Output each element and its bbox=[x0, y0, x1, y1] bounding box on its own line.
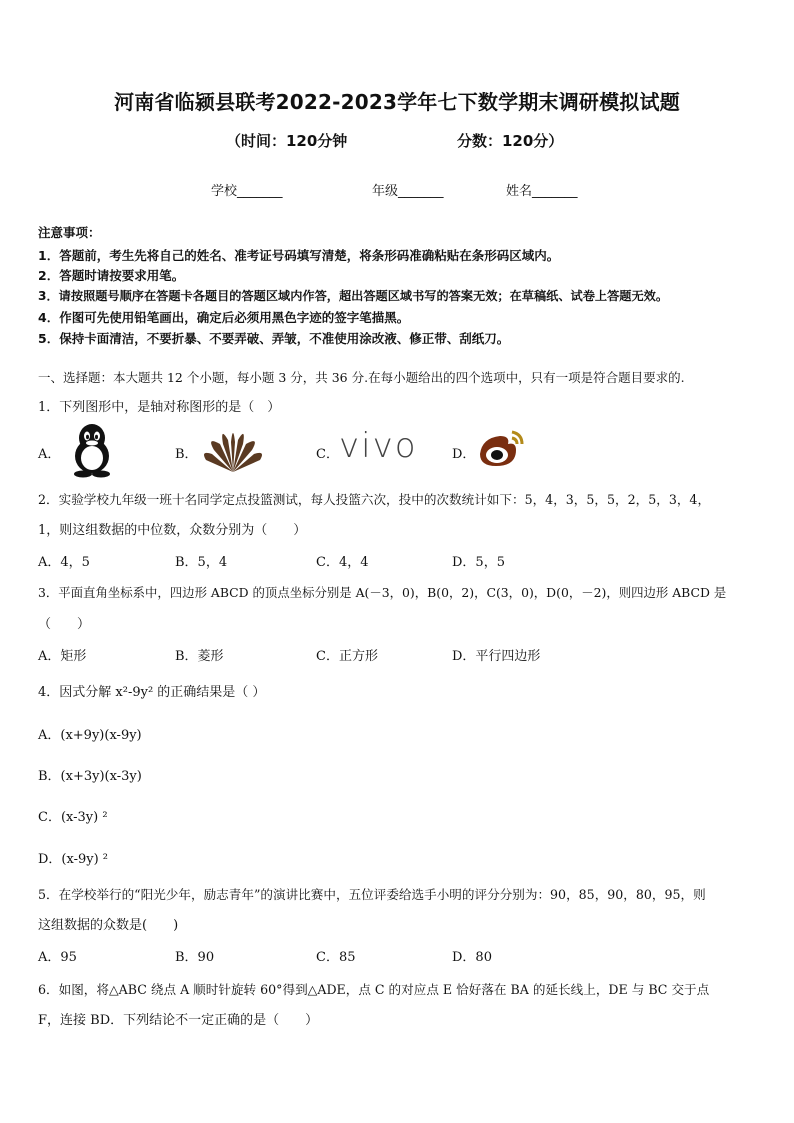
q5-option-d: D．80 bbox=[452, 950, 492, 965]
penguin-logo bbox=[64, 422, 120, 482]
petal-logo bbox=[198, 422, 268, 478]
question-6-stem: 6．如图，将△ABC 绕点 A 顺时针旋转 60°得到△ADE，点 C 的对应点 E 恰好落在 BA 的延长线上，DE 与 BC 交于点 bbox=[38, 982, 710, 997]
eye-logo bbox=[476, 428, 526, 474]
q2-option-c: C．4，4 bbox=[316, 555, 369, 570]
exam-score: 分数：120分） bbox=[457, 132, 564, 150]
q5-option-c: C．85 bbox=[316, 950, 356, 965]
question-5-stem-cont: 这组数据的众数是( ) bbox=[38, 918, 179, 933]
page-title: 河南省临颍县联考2022-2023学年七下数学期末调研模拟试题 bbox=[114, 90, 680, 114]
note-item: 3．请按照题号顺序在答题卡各题目的答题区域内作答，超出答题区域书写的答案无效；在草稿纸、试卷上答题无效。 bbox=[38, 289, 669, 303]
note-item: 4．作图可先使用铅笔画出，确定后必须用黑色字迹的签字笔描黑。 bbox=[38, 310, 410, 325]
notes-heading: 注意事项： bbox=[38, 225, 101, 240]
q4-option-c: C．(x-3y) ² bbox=[38, 810, 108, 825]
q2-option-a: A．4，5 bbox=[38, 555, 90, 570]
question-6-stem-cont: F，连接 BD．下列结论不一定正确的是（ ） bbox=[38, 1013, 319, 1028]
question-2-stem-cont: 1，则这组数据的中位数，众数分别为（ ） bbox=[38, 523, 307, 538]
q3-option-d: D．平行四边形 bbox=[452, 649, 541, 664]
school-field: 学校_______ bbox=[211, 184, 283, 199]
name-field: 姓名_______ bbox=[506, 184, 578, 199]
q3-option-c: C．正方形 bbox=[316, 649, 378, 664]
q4-option-d: D．(x-9y) ² bbox=[38, 852, 109, 867]
q3-option-a: A．矩形 bbox=[38, 649, 87, 664]
q4-option-b: B．(x+3y)(x-3y) bbox=[38, 769, 142, 784]
question-5-stem: 5．在学校举行的“阳光少年，励志青年”的演讲比赛中，五位评委给选手小明的评分分别为：90，85，90，80，95，则 bbox=[38, 887, 706, 902]
q1-option-d-label: D． bbox=[452, 447, 476, 462]
question-4-stem: 4．因式分解 x²-9y² 的正确结果是（ ） bbox=[38, 685, 266, 700]
q1-option-a-label: A． bbox=[38, 447, 61, 462]
q5-option-a: A．95 bbox=[38, 950, 77, 965]
section-heading: 一、选择题：本大题共 12 个小题，每小题 3 分，共 36 分.在每小题给出的四个选项中，只有一项是符合题目要求的. bbox=[38, 370, 685, 385]
question-2-stem: 2．实验学校九年级一班十名同学定点投篮测试，每人投篮六次，投中的次数统计如下：5，4，3，5，5，2，5，3，4， bbox=[38, 492, 711, 507]
question-3-stem: 3．平面直角坐标系中，四边形 ABCD 的顶点坐标分别是 A(－3，0)，B(0，2)，C(3，0)，D(0，－2)，则四边形 ABCD 是 bbox=[38, 585, 727, 600]
vivo-logo: vivo bbox=[339, 426, 418, 466]
grade-field: 年级_______ bbox=[372, 184, 444, 199]
q3-option-b: B．菱形 bbox=[175, 649, 224, 664]
q1-option-c-label: C． bbox=[316, 447, 339, 462]
q4-option-a: A．(x+9y)(x-9y) bbox=[38, 728, 142, 743]
q2-option-b: B．5，4 bbox=[175, 555, 228, 570]
note-item: 1．答题前，考生先将自己的姓名、准考证号码填写清楚，将条形码准确粘贴在条形码区域内。 bbox=[38, 248, 560, 263]
question-1-stem: 1．下列图形中，是轴对称图形的是（ ） bbox=[38, 400, 281, 415]
note-item: 2．答题时请按要求用笔。 bbox=[38, 268, 185, 283]
question-3-stem-cont: （ ） bbox=[38, 617, 91, 632]
exam-time: （时间：120分钟 bbox=[226, 132, 348, 150]
note-item: 5．保持卡面清洁，不要折暴、不要弄破、弄皱，不准使用涂改液、修正带、刮纸刀。 bbox=[38, 331, 510, 346]
q1-option-b-label: B． bbox=[175, 447, 198, 462]
q5-option-b: B．90 bbox=[175, 950, 215, 965]
q2-option-d: D．5，5 bbox=[452, 555, 505, 570]
